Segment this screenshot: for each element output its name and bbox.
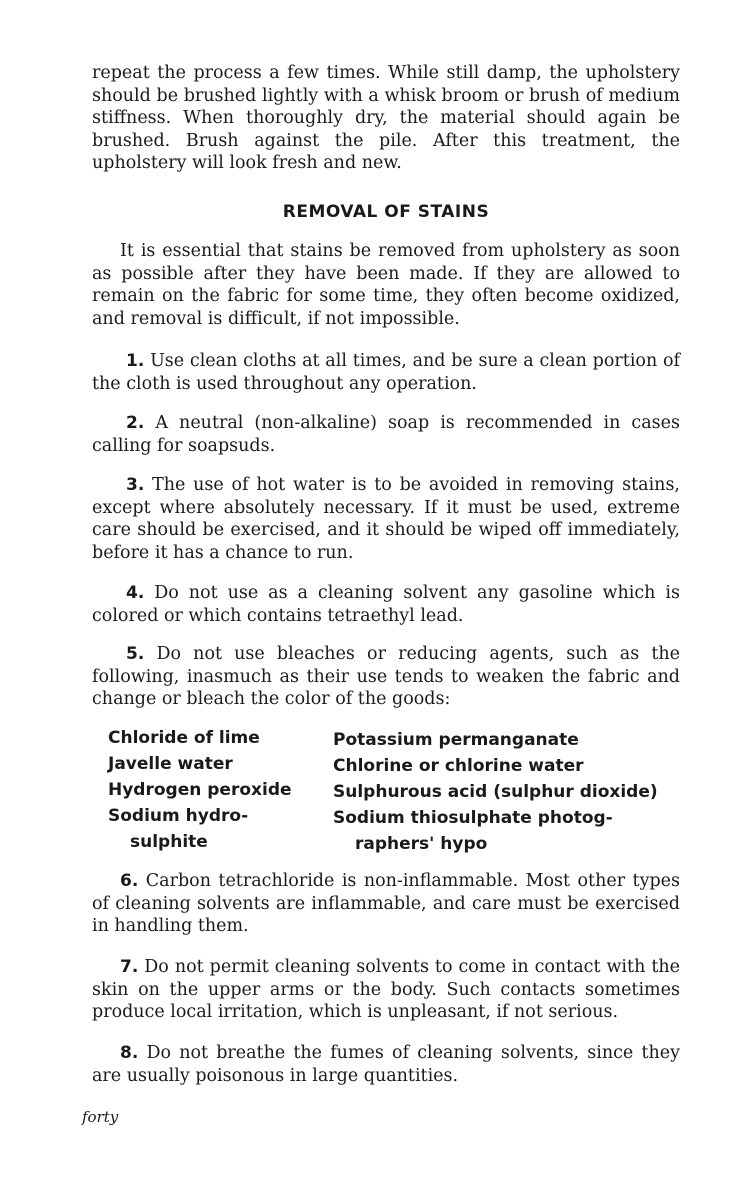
list-item-3: 3. The use of hot water is to be avoided in removing stains, except where absolutely necessary. If it must be used, extreme care should be exercised, and it should be wiped off immediately, before it has a chance to run. xyxy=(92,475,680,563)
chemical-item: Chloride of lime xyxy=(108,728,260,748)
chemical-item: Hydrogen peroxide xyxy=(108,780,292,800)
list-item-4: 4. Do not use as a cleaning solvent any gasoline which is colored or which contains tetraethyl lead. xyxy=(92,583,680,626)
chemical-item: Sodium thiosulphate photog- xyxy=(333,808,613,828)
list-item-7: 7. Do not permit cleaning solvents to come in contact with the skin on the upper arms or the body. Such contacts sometimes produce local irritation, which is unpleasant, if not serious. xyxy=(92,957,680,1022)
list-item-5: 5. Do not use bleaches or reducing agents, such as the following, inasmuch as their use tends to weaken the fabric and change or bleach the color of the goods: xyxy=(92,644,680,709)
stains-intro: It is essential that stains be removed from upholstery as soon as possible after they have been made. If they are allowed to remain on the fabric for some time, they often become oxidized, and removal is difficult, if not impossible. xyxy=(92,241,680,329)
chemical-item: Potassium permanganate xyxy=(333,730,579,750)
list-item-8: 8. Do not breathe the fumes of cleaning solvents, since they are usually poisonous in large quantities. xyxy=(92,1043,680,1086)
chemical-item: Sulphurous acid (sulphur dioxide) xyxy=(333,782,658,802)
list-item-1: 1. Use clean cloths at all times, and be sure a clean portion of the cloth is used throughout any operation. xyxy=(92,351,680,394)
chemicals-left-column xyxy=(108,725,292,855)
section-heading: REMOVAL OF STAINS xyxy=(282,202,490,222)
chemicals-right-column xyxy=(333,727,658,857)
chemical-item: Javelle water xyxy=(108,754,233,774)
chemical-item: sulphite xyxy=(130,832,208,852)
chemical-item: Chlorine or chlorine water xyxy=(333,756,584,776)
list-item-2: 2. A neutral (non-alkaline) soap is recommended in cases calling for soapsuds. xyxy=(92,413,680,456)
chemical-item: raphers' hypo xyxy=(355,834,488,854)
page-number: forty xyxy=(82,1108,119,1126)
chemical-item: Sodium hydro- xyxy=(108,806,249,826)
intro-paragraph: repeat the process a few times. While still damp, the upholstery should be brushed lightly with a whisk broom or brush of medium stiffness. When thoroughly dry, the material should again be brushed. Brush against the pile. After this treatment, the upholstery will look fresh and new. xyxy=(92,63,680,173)
list-item-6: 6. Carbon tetrachloride is non-inflammable. Most other types of cleaning solvents are inflammable, and care must be exercised in handling them. xyxy=(92,871,680,936)
